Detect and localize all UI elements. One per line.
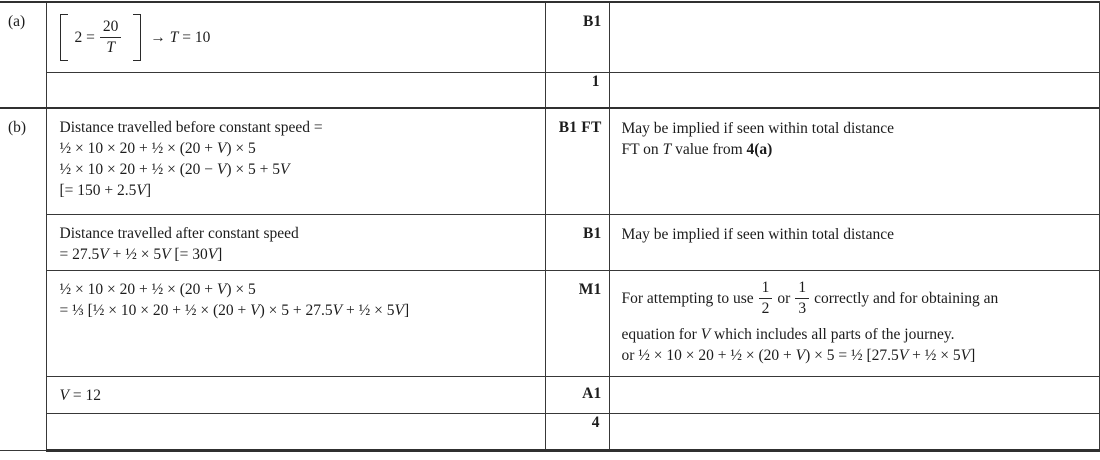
fraction-denominator: T <box>106 39 115 56</box>
answer-b1-line4: [= 150 + 2.5V] <box>59 182 152 199</box>
mark-cell-a: B1 <box>545 2 609 72</box>
comment-b1-line1: May be implied if seen within total distance <box>621 120 894 137</box>
answer-b1-line1: Distance travelled before constant speed = <box>59 119 323 136</box>
fraction-20-over-T <box>100 18 122 57</box>
left-bracket <box>60 14 68 61</box>
answer-cell-b4 <box>46 376 545 413</box>
fraction-one-half: $\frac{1}{2}$ <box>759 279 773 318</box>
comment-cell-b4 <box>609 376 1100 413</box>
total-mark-b: 4 <box>545 413 609 450</box>
fraction-one-third: $\frac{1}{3}$ <box>795 279 809 318</box>
comment-b3-line2: equation for V which includes all parts of the journey. <box>621 325 955 343</box>
comment-b3-line1: For attempting to use $\frac{1}{2}$ or $\frac{1}{3}$ correctly and for obtaining an <box>621 278 999 317</box>
answer-cell-b2 <box>46 214 545 270</box>
answer-cell-b1 <box>46 108 545 214</box>
mark-cell-b2: B1 <box>545 214 609 270</box>
comment-cell-b-total <box>609 413 1100 450</box>
right-bracket <box>133 14 141 61</box>
part-label-b-text: (b) <box>8 119 27 136</box>
comment-cell-b3 <box>609 270 1100 376</box>
comment-cell-b2 <box>609 214 1100 270</box>
answer-b1-line2: ½ × 10 × 20 + ½ × (20 + V) × 5 <box>59 140 256 157</box>
answer-b3-line1: ½ × 10 × 20 + ½ × (20 + V) × 5 <box>59 280 256 298</box>
equation-lead: 2 = <box>74 29 95 46</box>
comment-b1-line2: FT on T value from <box>621 141 747 158</box>
comment-b2-line1: May be implied if seen within total distance <box>621 225 894 243</box>
answer-cell-a <box>46 2 545 72</box>
comment-b1-ref-bold: 4(a) <box>746 141 773 158</box>
answer-a-equation <box>60 14 211 61</box>
answer-b3-line2: = ⅓ [½ × 10 × 20 + ½ × (20 + V) × 5 + 27.5V + ½ × 5V] <box>59 301 410 319</box>
comment-cell-a <box>609 2 1100 72</box>
mark-cell-b4: A1 <box>545 376 609 413</box>
fraction-numerator: 20 <box>100 18 122 38</box>
mark-cell-b1: B1 FT <box>545 108 609 214</box>
comment-cell-a-total <box>609 72 1100 108</box>
answer-b4-line1: V = 12 <box>59 386 101 404</box>
equation-tail: → T = 10 <box>150 29 211 46</box>
comment-cell-b1 <box>609 108 1100 214</box>
answer-b1-line3: ½ × 10 × 20 + ½ × (20 − V) × 5 + 5V <box>59 161 290 178</box>
answer-b2-line1: Distance travelled after constant speed <box>59 224 299 242</box>
comment-b3-line3: or ½ × 10 × 20 + ½ × (20 + V) × 5 = ½ [27.5V + ½ × 5V] <box>621 346 976 364</box>
answer-cell-b3 <box>46 270 545 376</box>
part-label-a-text: (a) <box>8 13 26 30</box>
answer-cell-b-total <box>46 413 545 450</box>
total-mark-a: 1 <box>545 72 609 108</box>
answer-cell-a-total <box>46 72 545 108</box>
mark-cell-b3: M1 <box>545 270 609 376</box>
part-label-b <box>0 108 46 450</box>
part-label-a <box>0 2 46 108</box>
mark-scheme-table <box>0 1 1100 452</box>
answer-b2-line2: = 27.5V + ½ × 5V [= 30V] <box>59 245 223 263</box>
